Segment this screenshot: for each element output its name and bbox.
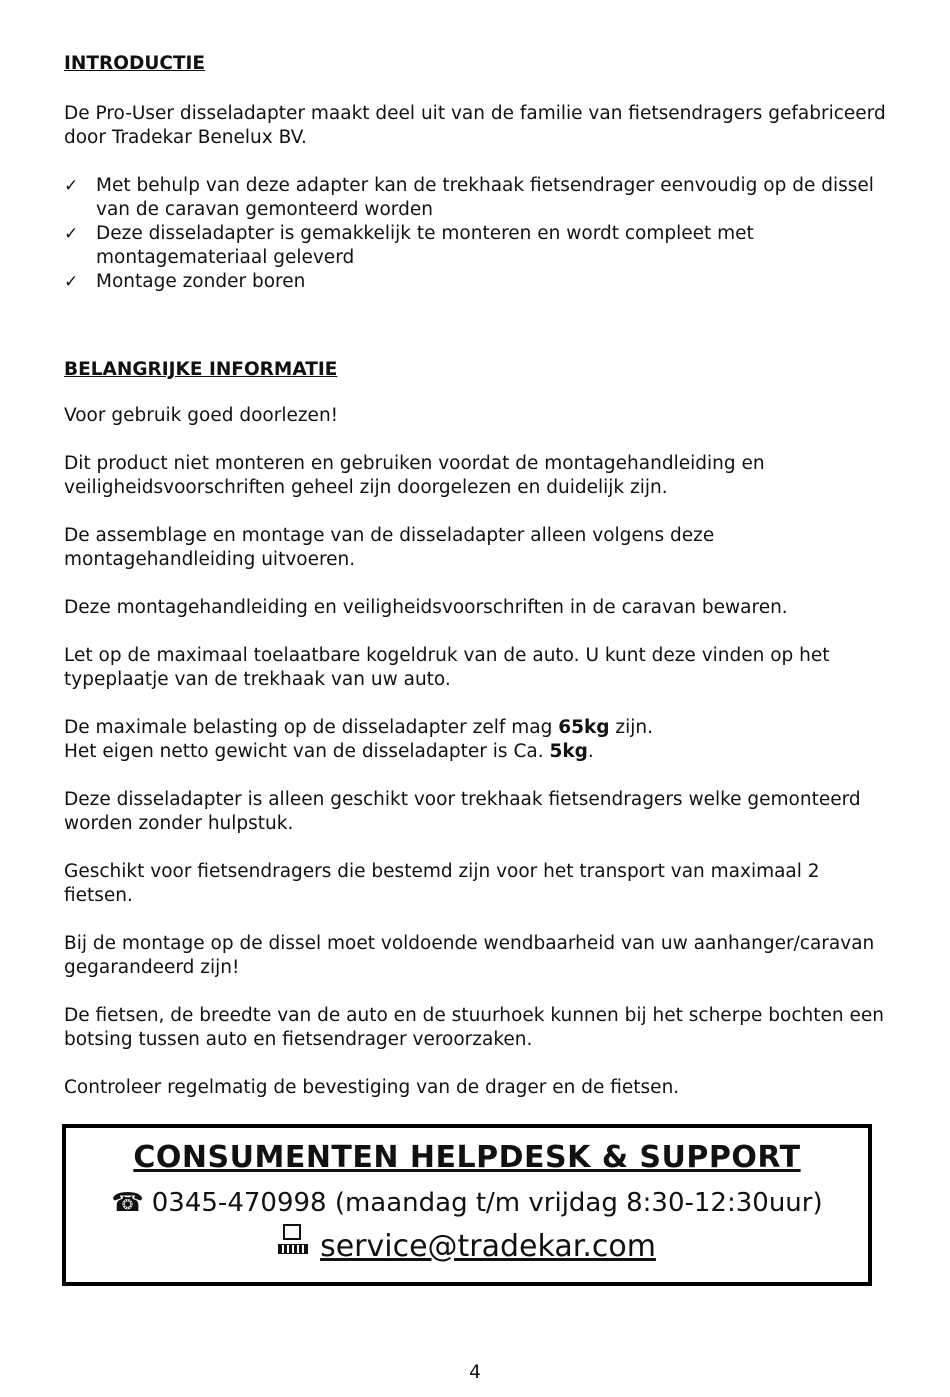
intro-paragraph: De Pro-User disseladapter maakt deel uit van de familie van fietsendragers gefabriceerd door Tradekar Benelux BV. [64, 103, 886, 148]
info-paragraph: Deze disseladapter is alleen geschikt voor trekhaak fietsendragers welke gemonteerd worden zonder hulpstuk. [64, 789, 861, 834]
computer-icon [278, 1224, 308, 1258]
load-value: 65kg [558, 717, 610, 738]
helpdesk-title: CONSUMENTEN HELPDESK & SUPPORT [133, 1140, 801, 1175]
info-paragraph: Let op de maximaal toelaatbare kogeldruk van de auto. U kunt deze vinden op het typeplaatje van de trekhaak van uw auto. [64, 645, 830, 690]
list-item [64, 174, 894, 222]
helpdesk-email-line [66, 1224, 868, 1266]
phone-icon: ☎ [111, 1188, 144, 1218]
info-heading: BELANGRIJKE INFORMATIE [64, 359, 338, 380]
info-paragraph: Controleer regelmatig de bevestiging van de drager en de fietsen. [64, 1077, 680, 1098]
list-item-text: Met behulp van deze adapter kan de trekhaak fietsendrager eenvoudig op de dissel van de caravan gemonteerd worden [96, 175, 874, 220]
load-suffix: zijn. [609, 717, 653, 738]
info-paragraph: De assemblage en montage van de disseladapter alleen volgens deze montagehandleiding uitvoeren. [64, 525, 715, 570]
info-paragraph: Bij de montage op de dissel moet voldoende wendbaarheid van uw aanhanger/caravan gegarandeerd zijn! [64, 933, 875, 978]
list-item-text: Deze disseladapter is gemakkelijk te monteren en wordt compleet met montagemateriaal geleverd [96, 223, 754, 268]
helpdesk-phone-line [66, 1186, 868, 1220]
page-number: 4 [469, 1362, 481, 1383]
email-link[interactable]: service@tradekar.com [320, 1229, 656, 1264]
helpdesk-phone: 0345-470998 (maandag t/m vrijdag 8:30-12:30uur) [151, 1188, 823, 1218]
info-paragraph: De fietsen, de breedte van de auto en de stuurhoek kunnen bij het scherpe bochten een botsing tussen auto en fietsendrager veroorzaken. [64, 1005, 884, 1050]
load-paragraph [64, 716, 894, 764]
info-paragraph: Voor gebruik goed doorlezen! [64, 405, 339, 426]
info-paragraph: Geschikt voor fietsendragers die bestemd zijn voor het transport van maximaal 2 fietsen. [64, 861, 820, 906]
feature-list [64, 174, 894, 294]
document-page [64, 50, 894, 1100]
intro-heading: INTRODUCTIE [64, 53, 206, 74]
list-item [64, 222, 894, 270]
check-icon: ✓ [64, 176, 79, 196]
check-icon: ✓ [64, 272, 79, 292]
list-item-text: Montage zonder boren [96, 271, 306, 292]
info-paragraph: Dit product niet monteren en gebruiken voordat de montagehandleiding en veiligheidsvoorschriften geheel zijn doorgelezen en duidelijk zijn. [64, 453, 765, 498]
weight-suffix: . [587, 741, 594, 762]
weight-value: 5kg [549, 741, 588, 762]
weight-text: Het eigen netto gewicht van de disseladapter is Ca. [64, 741, 550, 762]
load-text: De maximale belasting op de disseladapter zelf mag [64, 717, 559, 738]
check-icon: ✓ [64, 224, 79, 244]
info-paragraph: Deze montagehandleiding en veiligheidsvoorschriften in de caravan bewaren. [64, 597, 788, 618]
list-item [64, 270, 894, 294]
helpdesk-box [62, 1124, 872, 1286]
